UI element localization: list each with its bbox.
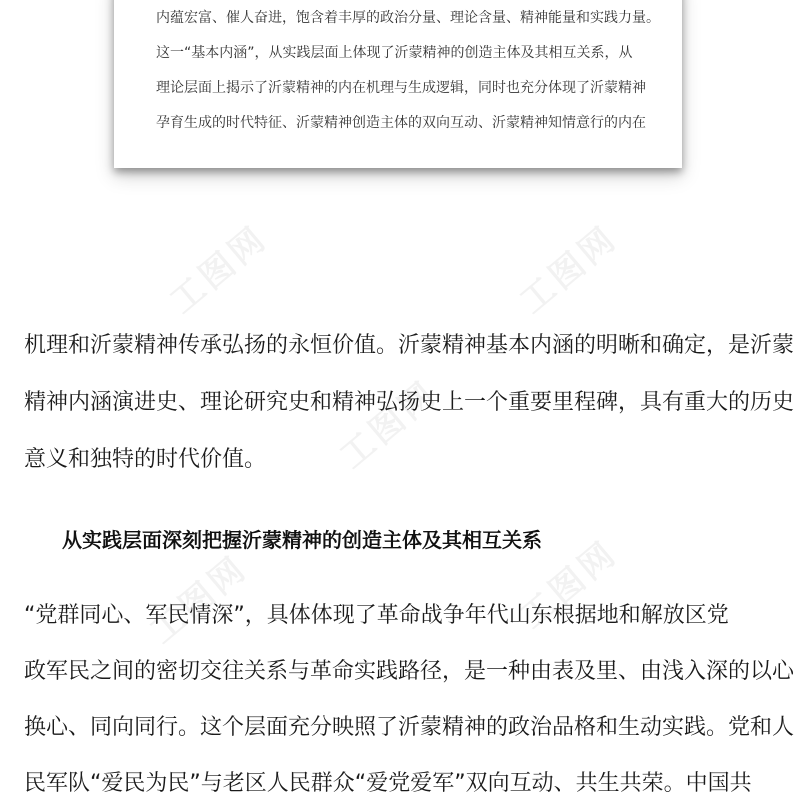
card-line: 内蕴宏富、催人奋进，饱含着丰厚的政治分量、理论含量、精神能量和实践力量。 (156, 10, 660, 26)
watermark: 工图网 (332, 372, 446, 477)
card-line: 理论层面上揭示了沂蒙精神的内在机理与生成逻辑，同时也充分体现了沂蒙精神 (156, 80, 646, 96)
body-text-line: 换心、同向同行。这个层面充分映照了沂蒙精神的政治品格和生动实践。党和人 (24, 715, 795, 740)
card-line: 这一“基本内涵”，从实践层面上体现了沂蒙精神的创造主体及其相互关系，从 (156, 45, 633, 61)
body-text-line: 政军民之间的密切交往关系与革命实践路径，是一种由表及里、由浅入深的以心 (24, 659, 795, 684)
body-text-line: “党群同心、军民情深”，具体体现了革命战争年代山东根据地和解放区党 (24, 603, 729, 628)
body-text-line: 机理和沂蒙精神传承弘扬的永恒价值。沂蒙精神基本内涵的明晰和确定，是沂蒙 (24, 333, 795, 358)
watermark: 工图网 (142, 547, 256, 652)
watermark: 工图网 (162, 217, 276, 322)
quote-card (114, 0, 682, 168)
body-text-line: 精神内涵演进史、理论研究史和精神弘扬史上一个重要里程碑，具有重大的历史 (24, 390, 795, 415)
watermark: 工图网 (512, 532, 626, 637)
card-line: 孕育生成的时代特征、沂蒙精神创造主体的双向互动、沂蒙精神知情意行的内在 (156, 115, 646, 131)
watermark: 工图网 (512, 217, 626, 322)
body-text-line: 意义和独特的时代价值。 (24, 447, 267, 472)
section-heading: 从实践层面深刻把握沂蒙精神的创造主体及其相互关系 (62, 528, 542, 552)
body-text-line: 民军队“爱民为民”与老区人民群众“爱党爱军”双向互动、共生共荣。中国共 (24, 771, 752, 796)
